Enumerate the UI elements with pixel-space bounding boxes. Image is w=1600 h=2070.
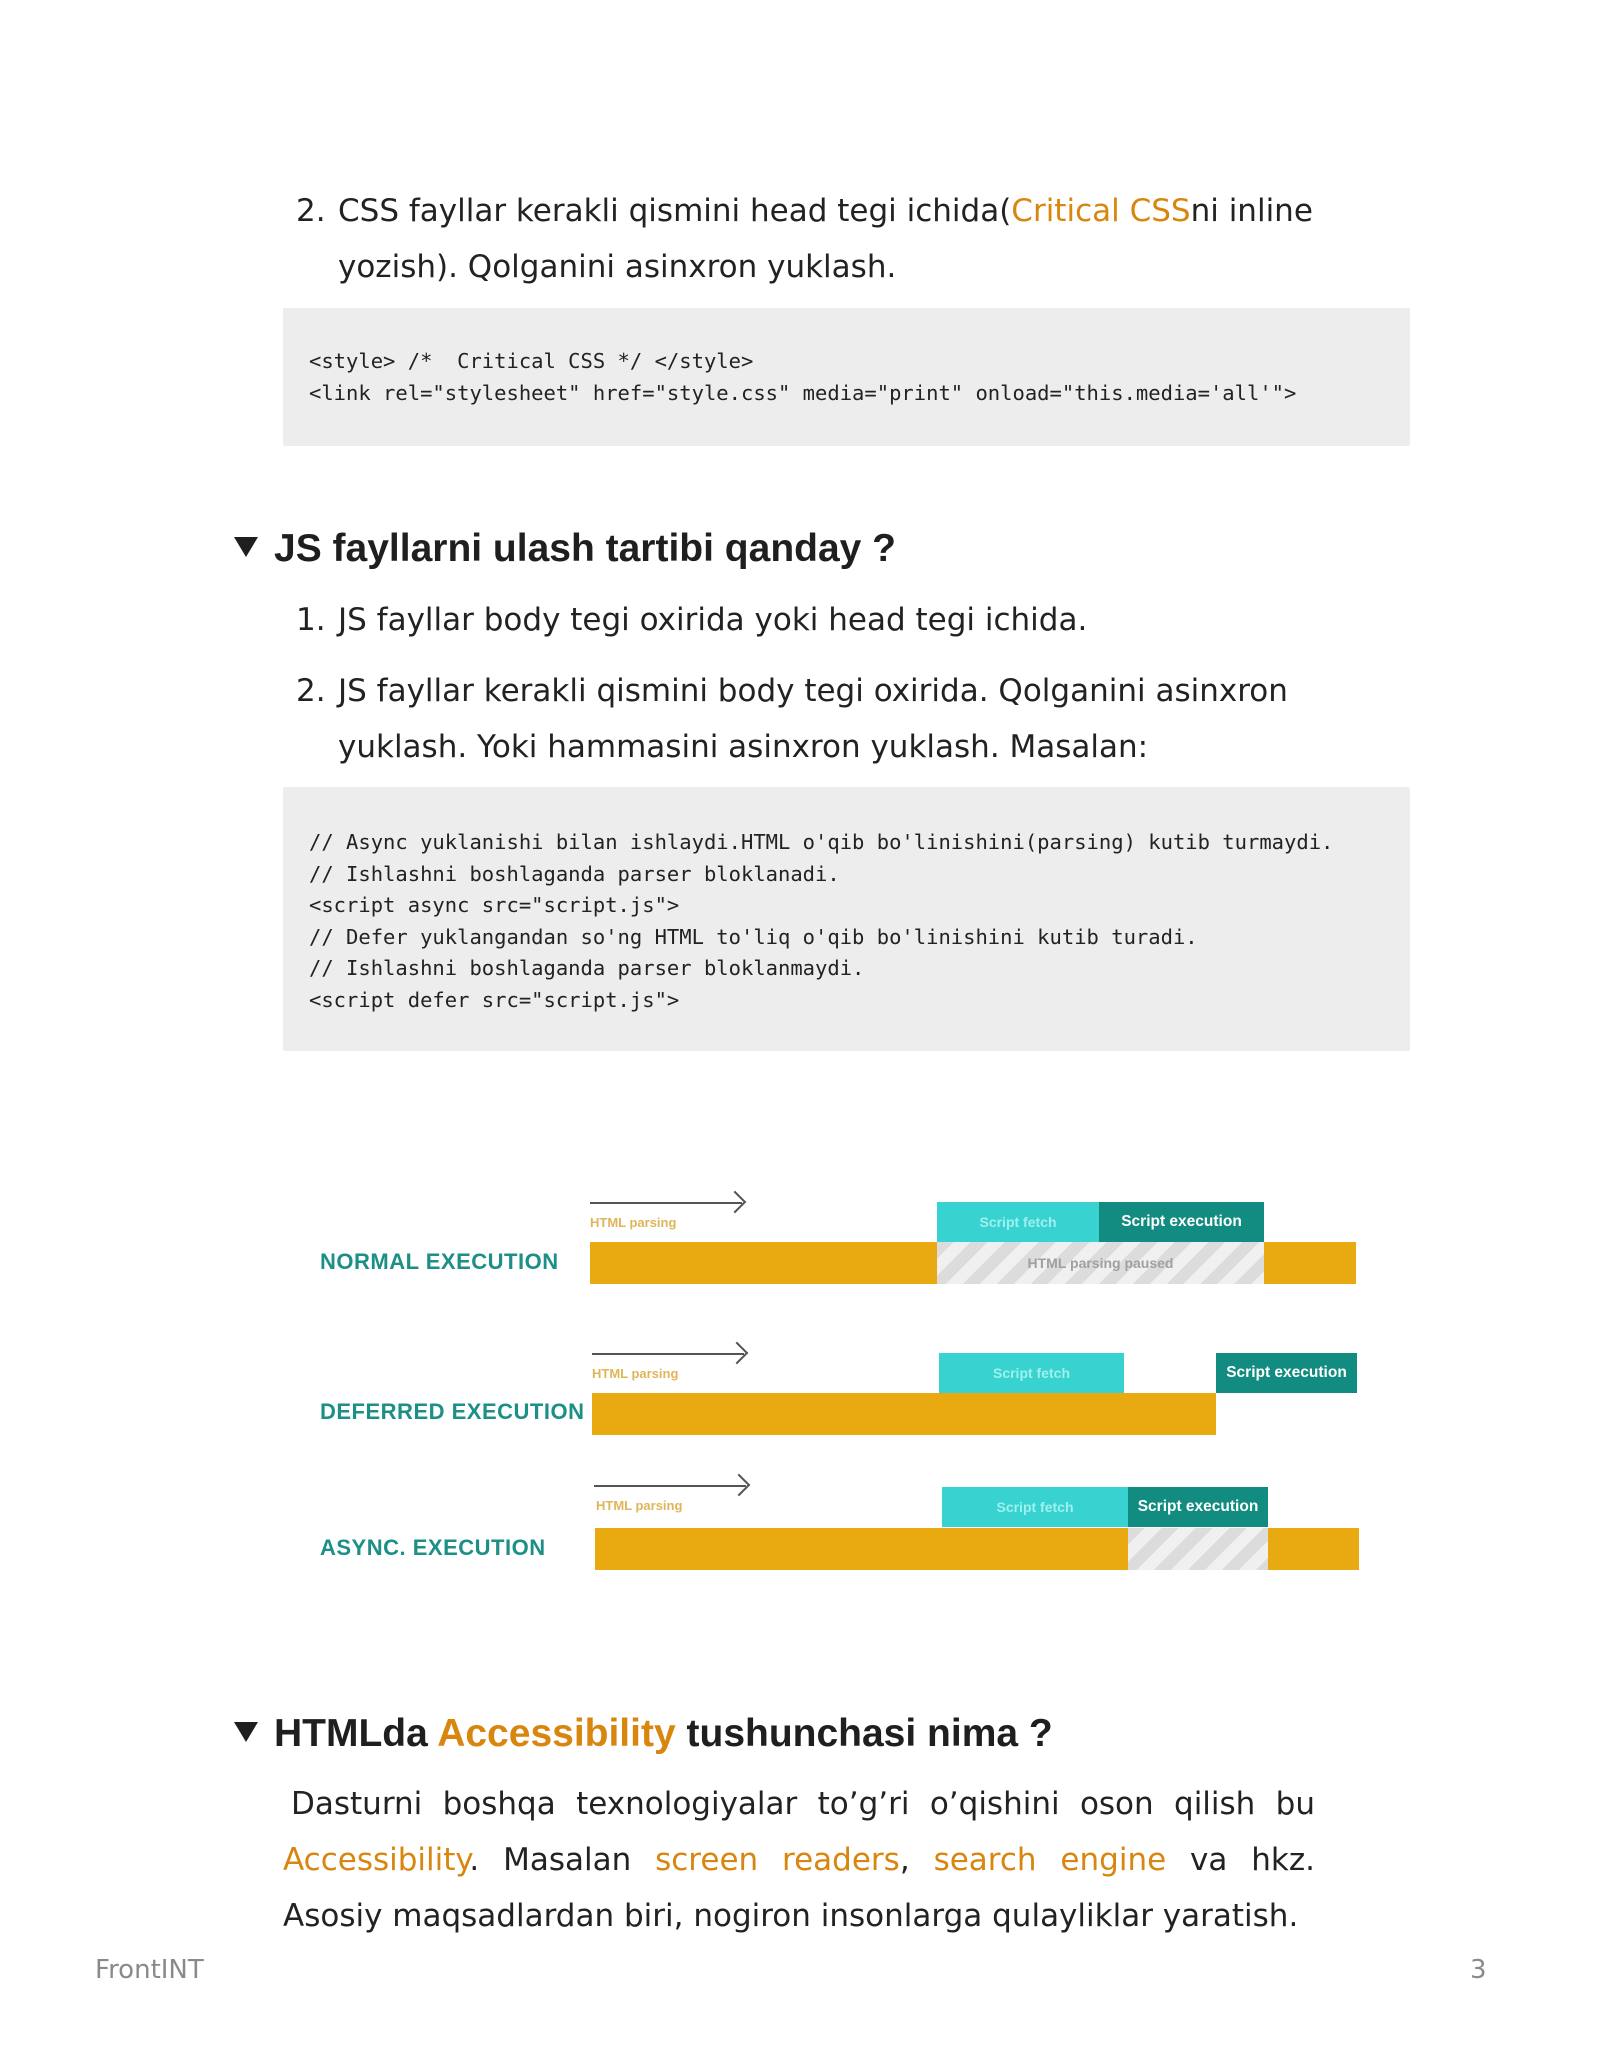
html-parsing-bar (592, 1393, 1216, 1435)
heading-text: HTMLda (274, 1712, 438, 1755)
html-parsing-bar (590, 1242, 937, 1284)
accessibility-paragraph (283, 1776, 1315, 1944)
script-fetch-segment: Script fetch (942, 1487, 1128, 1527)
text-part: ni inline yozish). Qolganini asinxron yuklash. (338, 193, 1313, 285)
text-part: , (899, 1842, 934, 1878)
code-line: // Ishlashni boshlaganda parser bloklanadi. (309, 861, 840, 886)
html-parsing-bar (1268, 1528, 1359, 1570)
js-section-heading[interactable] (234, 525, 896, 573)
list-text: JS fayllar kerakli qismini body tegi oxirida. Qolganini asinxron yuklash. Yoki hammasini asinxron yuklash. Masalan: (338, 673, 1288, 765)
toggle-triangle-icon[interactable] (234, 1722, 258, 1742)
html-parsing-label: HTML parsing (596, 1498, 683, 1513)
js-list-item-2 (296, 663, 1386, 775)
text-part: Dasturni boshqa texnologiyalar to’g’ri o’qishini oson qilish bu (291, 1786, 1315, 1822)
html-parsing-paused-bar (1128, 1528, 1268, 1570)
list-number: 2. (296, 193, 326, 229)
list-number: 1. (296, 602, 326, 638)
html-parsing-label: HTML parsing (590, 1215, 677, 1230)
css-code-block (283, 308, 1410, 446)
code-line: <style> /* Critical CSS */ </style> (309, 349, 754, 373)
parsing-arrow-icon (594, 1485, 746, 1487)
html-parsing-bar (595, 1528, 1128, 1570)
footer-brand: FrontINT (95, 1955, 204, 1985)
heading-text: tushunchasi nima ? (675, 1712, 1053, 1755)
script-execution-segment: Script execution (1099, 1202, 1264, 1242)
html-parsing-label: HTML parsing (592, 1366, 679, 1381)
script-execution-segment: Script execution (1128, 1487, 1268, 1527)
accessibility-highlight: Accessibility (437, 1712, 676, 1755)
list-text (296, 183, 1386, 295)
css-list-item-2 (296, 183, 1386, 295)
parsing-arrow-icon (590, 1202, 742, 1204)
highlight-term: screen readers (655, 1842, 900, 1878)
page-number: 3 (1470, 1955, 1487, 1985)
script-execution-segment: Script execution (1216, 1353, 1357, 1393)
async-execution-label: ASYNC. EXECUTION (320, 1535, 546, 1560)
text-part: va hkz. Asosiy maqsadlardan biri, nogiron insonlarga qulayliklar yaratish. (283, 1842, 1316, 1934)
code-line: <script async src="script.js"> (309, 893, 680, 917)
js-code-block (283, 787, 1410, 1051)
script-fetch-segment: Script fetch (937, 1202, 1099, 1242)
html-parsing-bar (1264, 1242, 1356, 1284)
code-line: // Async yuklanishi bilan ishlaydi.HTML o'qib bo'linishini(parsing) kutib turmaydi. (309, 830, 1334, 854)
code-line: // Ishlashni boshlaganda parser bloklanmaydi. (309, 956, 865, 980)
code-line: // Defer yuklangandan so'ng HTML to'liq o'qib bo'linishini kutib turadi. (309, 924, 1198, 949)
code-line: <link rel="stylesheet" href="style.css" media="print" onload="this.media='all'"> (309, 380, 1297, 405)
code-line: <script defer src="script.js"> (309, 987, 680, 1012)
paused-label: HTML parsing paused (1027, 1255, 1174, 1271)
script-fetch-segment: Script fetch (939, 1353, 1124, 1393)
js-list-item-1 (296, 592, 1386, 648)
text-part: CSS fayllar kerakli qismini head tegi ichida( (338, 193, 1012, 229)
critical-css-highlight: Critical CSS (1011, 193, 1191, 229)
highlight-term: search engine (933, 1842, 1167, 1878)
normal-execution-label: NORMAL EXECUTION (320, 1249, 559, 1274)
highlight-term: Accessibility (283, 1842, 470, 1878)
parsing-arrow-icon (592, 1353, 744, 1355)
toggle-triangle-icon[interactable] (234, 537, 258, 557)
text-part: . Masalan (469, 1842, 656, 1878)
html-parsing-paused-bar (937, 1242, 1264, 1284)
accessibility-section-heading[interactable] (234, 1710, 1053, 1758)
deferred-execution-label: DEFERRED EXECUTION (320, 1399, 585, 1424)
list-number: 2. (296, 673, 326, 709)
script-loading-diagram (300, 1185, 1380, 1605)
list-text: JS fayllar body tegi oxirida yoki head tegi ichida. (338, 602, 1088, 638)
heading-text: JS fayllarni ulash tartibi qanday ? (274, 527, 897, 570)
